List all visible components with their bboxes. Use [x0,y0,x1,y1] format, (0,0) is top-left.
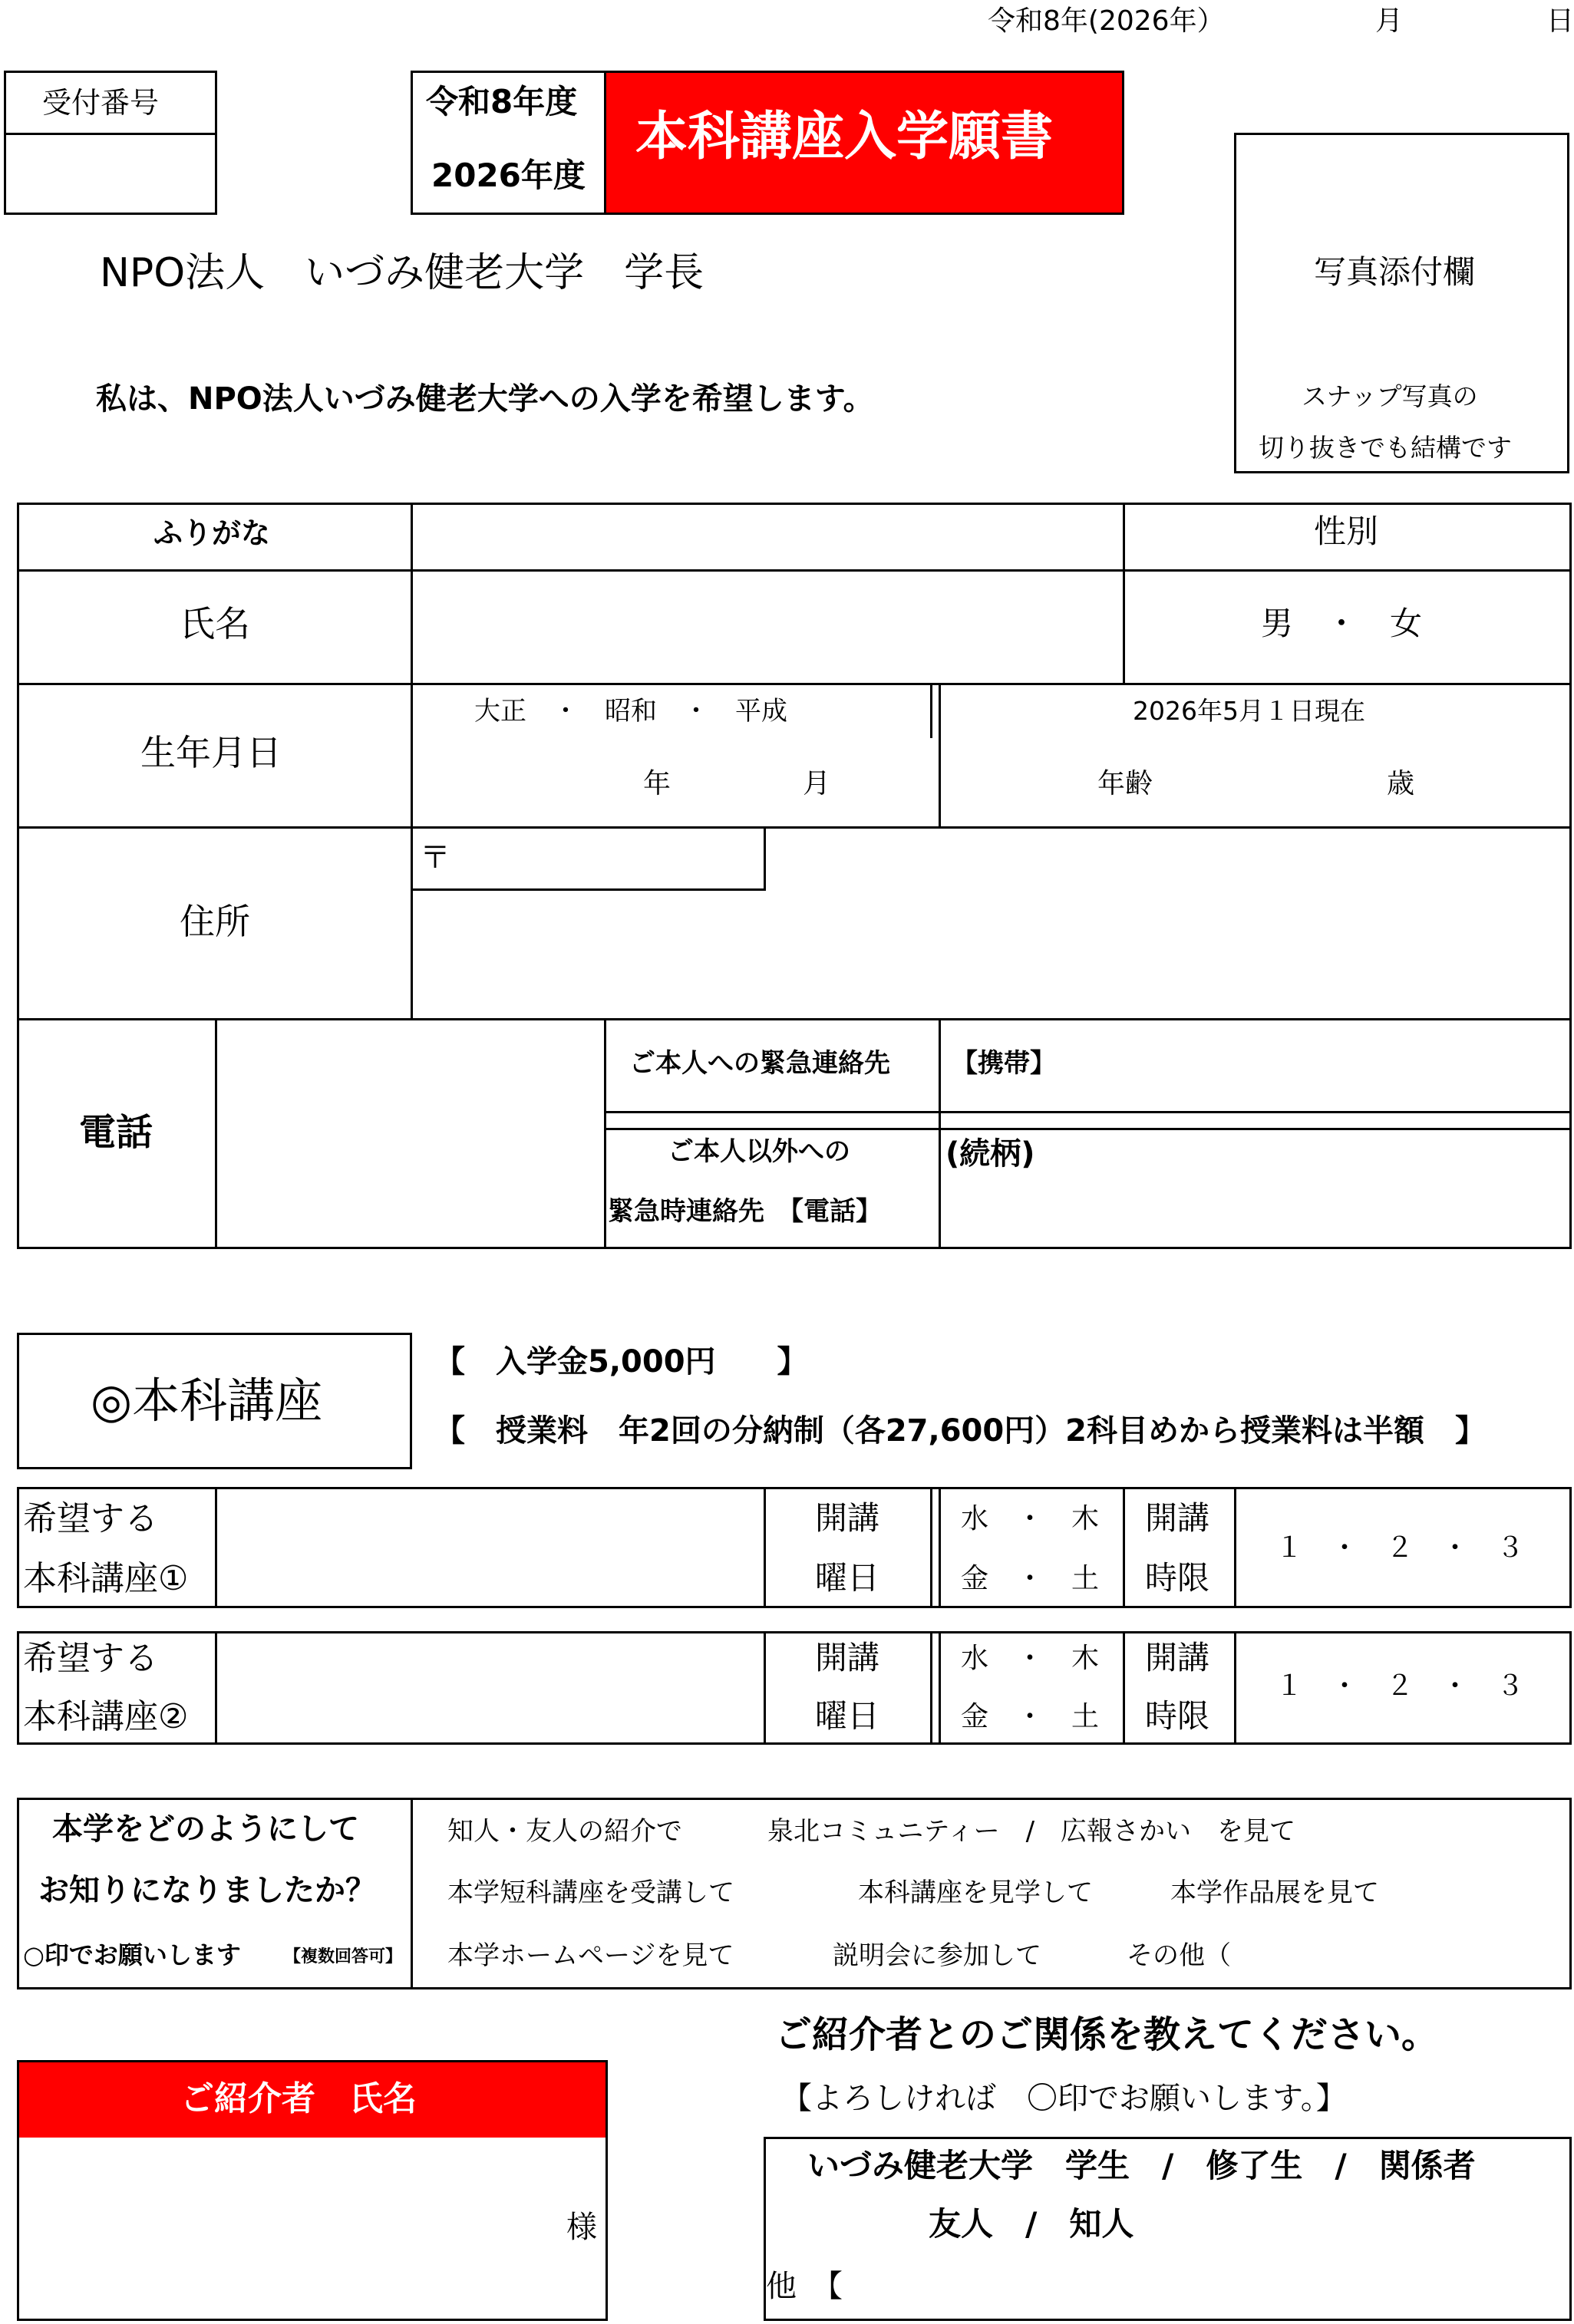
receipt-label: 受付番号 [42,86,160,120]
emergency-self-label: ご本人への緊急連絡先 [629,1048,890,1079]
address-field[interactable] [414,894,1568,1014]
course-2-label-1: 希望する [23,1639,158,1678]
entrance-fee: 【 入学金5,000円 】 [434,1344,808,1380]
col-line [411,503,413,1018]
course-1-period-label-1: 開講 [1145,1499,1210,1537]
course-heading: ◎本科講座 [91,1373,323,1429]
course-2-field[interactable] [219,1635,760,1741]
furigana-field[interactable] [414,506,1119,566]
course-2-day-label-2: 曜日 [815,1697,880,1735]
course-1-label-2: 本科講座① [23,1559,189,1598]
postal-line [764,826,766,891]
survey-instruction-note: 【複数回答可】 [284,1947,403,1966]
gender-label: 性別 [1314,513,1379,550]
birth-month-unit: 月 [803,768,831,799]
course-1-label-1: 希望する [23,1499,158,1538]
col-line [764,1487,766,1608]
referral-name-header: ご紹介者 氏名 [180,2079,417,2118]
course-2-day-label-1: 開講 [815,1639,880,1676]
birth-label: 生年月日 [140,732,282,773]
course-1-days-1[interactable]: 水 ・ 木 [961,1503,1100,1534]
relation-note: 【よろしければ 〇印でお願いします。】 [781,2081,1347,2116]
relation-options-2[interactable]: 友人 / 知人 [929,2205,1134,2243]
col-line [604,1018,606,1249]
col-line [1234,1631,1236,1745]
col-line [930,1631,932,1745]
col-line [1123,503,1125,683]
tuition-fee: 【 授業料 年2回の分納制（各27,600円）2科目めから授業料は半額 】 [434,1413,1487,1449]
date-month: 月 [1375,5,1404,37]
fiscal-year-era: 令和8年度 [426,83,578,120]
col-line [764,1631,766,1745]
course-2-label-2: 本科講座② [23,1697,189,1736]
photo-box[interactable] [1234,133,1569,473]
col-line [215,1018,217,1249]
fiscal-year-ad: 2026年度 [431,157,586,194]
survey-opt-community-paper[interactable]: 泉北コミュニティー / 広報さかい を見て [767,1816,1296,1847]
emergency-other-label-2: 緊急時連絡先 【電話】 [608,1196,882,1227]
col-line [1123,1487,1125,1608]
course-2-period-label-2: 時限 [1145,1697,1210,1735]
phone-field[interactable] [219,1022,600,1245]
col-line [930,683,932,738]
col-line [939,1631,941,1745]
survey-opt-info-session[interactable]: 説明会に参加して [833,1940,1041,1971]
survey-question-2: お知りになりましたか？ [38,1873,376,1908]
survey-opt-other[interactable]: その他（ [1127,1940,1231,1971]
furigana-label: ふりがな [153,516,271,550]
relationship-label: (続柄) [945,1136,1035,1172]
name-field[interactable] [414,573,1119,679]
survey-question-1: 本学をどのようにして [52,1811,359,1847]
survey-opt-exhibition[interactable]: 本学作品展を見て [1170,1877,1379,1908]
row-line [17,826,1572,829]
course-1-day-label-2: 曜日 [815,1559,880,1597]
col-line [215,1631,217,1745]
referral-honorific: 様 [566,2210,597,2245]
course-1-periods[interactable]: １ ・ ２ ・ ３ [1275,1532,1525,1564]
col-line [411,1798,413,1989]
relation-other[interactable]: 他 【 [766,2269,843,2304]
row-line [17,569,1572,572]
col-line [939,683,941,826]
photo-note-2: 切り抜きでも結構です [1259,433,1512,463]
birth-year-unit: 年 [643,768,672,799]
declaration: 私は、NPO法人いづみ健老大学への入学を希望します。 [96,381,874,417]
survey-instruction: ○印でお願いします [23,1940,241,1970]
date-day: 日 [1546,5,1574,37]
survey-opt-short-course[interactable]: 本学短科講座を受講して [447,1877,734,1908]
receipt-number-field[interactable] [9,138,210,209]
row-line [606,1128,1572,1130]
referral-name-field[interactable] [23,2141,560,2313]
gender-options[interactable]: 男 ・ 女 [1261,605,1423,642]
course-1-days-2[interactable]: 金 ・ 土 [961,1563,1100,1594]
age-unit: 歳 [1387,768,1415,799]
name-label: 氏名 [180,603,250,644]
course-1-field[interactable] [219,1491,760,1604]
col-line [930,1487,932,1608]
course-1-period-label-2: 時限 [1145,1559,1210,1597]
emergency-other-field[interactable] [945,1178,1566,1245]
era-options[interactable]: 大正 ・ 昭和 ・ 平成 [474,696,787,727]
row-line [606,1111,1572,1113]
col-line [215,1487,217,1608]
receipt-divider [4,133,217,135]
phone-label: 電話 [79,1111,153,1154]
postal-line [411,888,766,891]
mobile-label: 【携帯】 [952,1048,1056,1079]
col-line [939,1487,941,1608]
relation-options-1[interactable]: いづみ健老大学 学生 / 修了生 / 関係者 [807,2147,1476,2184]
course-2-days-2[interactable]: 金 ・ 土 [961,1701,1100,1732]
addressee: NPO法人 いづみ健老大学 学長 [100,250,705,296]
course-2-days-1[interactable]: 水 ・ 木 [961,1643,1100,1674]
row-line [17,1018,1572,1020]
date-era-year: 令和8年(2026年） [988,5,1225,37]
postal-code-field[interactable] [460,831,760,885]
title-divider [604,71,606,215]
photo-note-1: スナップ写真の [1302,381,1478,411]
postal-mark: 〒 [420,840,450,875]
row-line [17,683,1572,685]
age-as-of: 2026年5月１日現在 [1133,696,1365,726]
course-2-periods[interactable]: １ ・ ２ ・ ３ [1275,1670,1525,1702]
survey-opt-acquaintance[interactable]: 知人・友人の紹介で [447,1816,682,1847]
course-2-period-label-1: 開講 [1145,1639,1210,1676]
mobile-field[interactable] [1074,1022,1566,1106]
address-label: 住所 [180,901,250,942]
col-line [1123,1631,1125,1745]
col-line [1234,1487,1236,1608]
survey-opt-homepage[interactable]: 本学ホームページを見て [447,1940,734,1971]
photo-label: 写真添付欄 [1314,253,1476,291]
course-1-day-label-1: 開講 [815,1499,880,1537]
age-label: 年齢 [1097,768,1153,799]
emergency-other-label-1: ご本人以外への [668,1136,850,1167]
page-title: 本科講座入学願書 [635,107,1054,167]
survey-opt-course-visit[interactable]: 本科講座を見学して [858,1877,1093,1908]
relation-heading: ご紹介者とのご関係を教えてください。 [775,2013,1439,2056]
col-line [939,1018,941,1249]
